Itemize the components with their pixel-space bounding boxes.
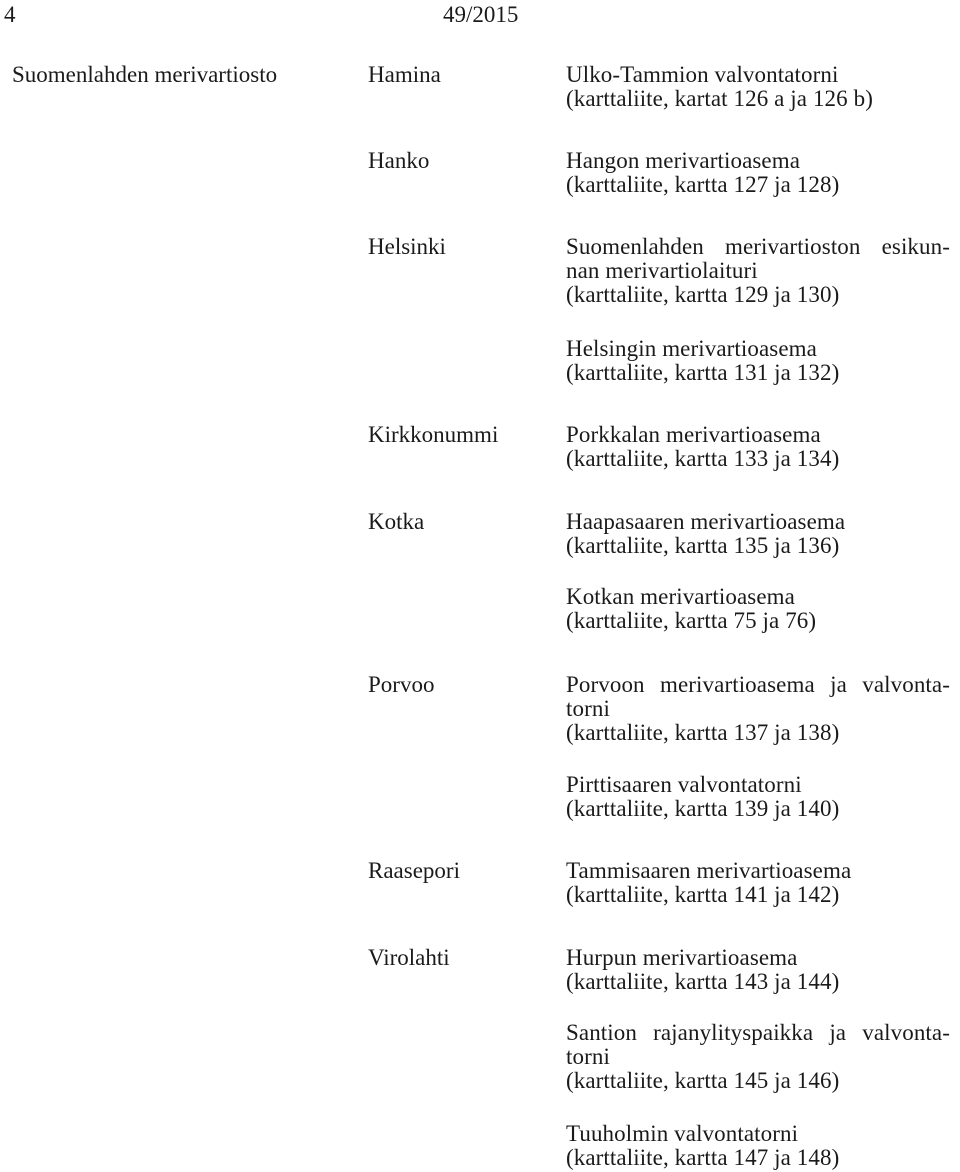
station-name: Pirttisaaren valvontatorni — [566, 772, 802, 797]
station-entry — [566, 1122, 950, 1170]
map-reference: (karttaliite, kartta 147 ja 148) — [566, 1145, 840, 1170]
municipality-hanko: Hanko — [368, 148, 430, 173]
map-reference: (karttaliite, kartta 139 ja 140) — [566, 796, 840, 821]
station-name-continued: torni — [566, 696, 610, 721]
municipality-kotka: Kotka — [368, 509, 425, 534]
station-name: Hangon merivartioasema — [566, 148, 801, 173]
page-number: 4 — [4, 2, 16, 27]
station-entry — [566, 585, 950, 633]
station-entry — [566, 510, 950, 558]
station-name-continued: nan merivartiolaituri — [566, 258, 758, 283]
station-name: Hurpun merivartioasema — [566, 945, 798, 970]
map-reference: (karttaliite, kartta 127 ja 128) — [566, 172, 840, 197]
municipality-kirkkonummi: Kirkkonummi — [368, 422, 499, 447]
station-entry — [566, 63, 950, 111]
map-reference: (karttaliite, kartta 133 ja 134) — [566, 446, 840, 471]
map-reference: (karttaliite, kartta 145 ja 146) — [566, 1068, 840, 1093]
municipality-raasepori: Raasepori — [368, 858, 460, 883]
map-reference: (karttaliite, kartta 141 ja 142) — [566, 882, 840, 907]
municipality-porvoo: Porvoo — [368, 672, 435, 697]
station-entry — [566, 149, 950, 197]
map-reference: (karttaliite, kartta 75 ja 76) — [566, 608, 817, 633]
station-entry — [566, 1021, 950, 1093]
station-entry — [566, 773, 950, 821]
station-entry — [566, 235, 950, 307]
station-entry — [566, 946, 950, 994]
map-reference: (karttaliite, kartta 137 ja 138) — [566, 720, 840, 745]
map-reference: (karttaliite, kartta 143 ja 144) — [566, 969, 840, 994]
municipality-helsinki: Helsinki — [368, 234, 446, 259]
issue-number: 49/2015 — [443, 2, 519, 27]
station-entry — [566, 859, 950, 907]
municipality-virolahti: Virolahti — [368, 945, 450, 970]
map-reference: (karttaliite, kartta 129 ja 130) — [566, 282, 840, 307]
authority-name: Suomenlahden merivartiosto — [12, 62, 278, 87]
station-name: Santion rajanylityspaikka ja valvonta- — [566, 1020, 950, 1045]
station-name-continued: torni — [566, 1044, 610, 1069]
station-name: Porkkalan merivartioasema — [566, 422, 821, 447]
municipality-hamina: Hamina — [368, 62, 441, 87]
station-name: Haapasaaren merivartioasema — [566, 509, 846, 534]
station-entry — [566, 337, 950, 385]
station-name: Porvoon merivartioasema ja valvonta- — [566, 672, 950, 697]
map-reference: (karttaliite, kartta 131 ja 132) — [566, 360, 840, 385]
map-reference: (karttaliite, kartat 126 a ja 126 b) — [566, 86, 873, 111]
station-name: Ulko-Tammion valvontatorni — [566, 62, 839, 87]
station-name: Tuuholmin valvontatorni — [566, 1121, 799, 1146]
station-name: Helsingin merivartioasema — [566, 336, 817, 361]
map-reference: (karttaliite, kartta 135 ja 136) — [566, 533, 840, 558]
station-entry — [566, 423, 950, 471]
station-name: Suomenlahden merivartioston esikun- — [566, 234, 950, 259]
station-entry — [566, 673, 950, 745]
station-name: Tammisaaren merivartioasema — [566, 858, 852, 883]
station-name: Kotkan merivartioasema — [566, 584, 795, 609]
